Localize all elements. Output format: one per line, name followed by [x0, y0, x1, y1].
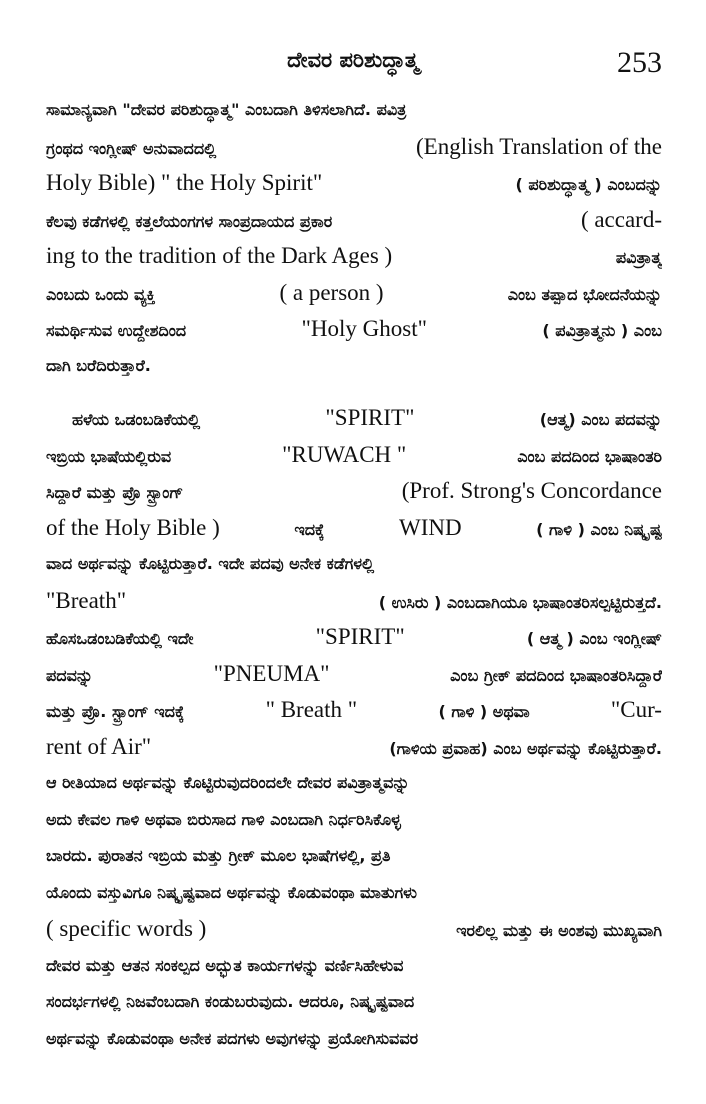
text-line — [46, 400, 662, 437]
kannada-text: ಆ ರೀತಿಯಾದ ಅರ್ಥವನ್ನು ಕೊಟ್ಟಿರುವುದರಿಂದಲೇ ದೇವರ ಪವಿತ್ರಾತ್ಮವನ್ನು — [46, 773, 410, 792]
kannada-text: ಎಂಬ ಗ್ರೀಕ್ ಪದದಿಂದ ಭಾಷಾಂತರಿಸಿದ್ದಾರೆ — [450, 665, 662, 685]
kannada-text: ಎಂಬ ಪದದಿಂದ ಭಾಷಾಂತರಿ — [517, 446, 662, 466]
kannada-text: ಪವಿತ್ರಾತ್ಮ — [615, 248, 662, 267]
english-text: " Breath " — [265, 697, 358, 722]
text-line — [46, 437, 662, 474]
text-line — [46, 619, 662, 656]
kannada-text: ಅದು ಕೇವಲ ಗಾಳಿ ಅಥವಾ ಬಿರುಸಾದ ಗಾಳಿ ಎಂಬದಾಗಿ ನಿರ್ಧರಿಸಿಕೊಳ್ಳ — [46, 809, 401, 829]
kannada-text: ( ಗಾಳಿ ) ಎಂಬ ನಿಷ್ಕೃಷ್ಟ — [536, 519, 662, 539]
text-line — [46, 656, 662, 693]
english-text: ( accard- — [580, 206, 662, 232]
english-text: WIND — [398, 514, 462, 540]
kannada-text: ಮತ್ತು ಪ್ರೊ. ಸ್ಟ್ರಾಂಗ್ ಇದಕ್ಕೆ — [46, 702, 185, 721]
text-line — [46, 802, 662, 839]
kannada-text: ಇದಕ್ಕೆ — [294, 519, 325, 539]
text-line — [46, 729, 662, 766]
page-header — [0, 40, 706, 84]
text-line — [46, 275, 662, 312]
paragraph-2 — [46, 400, 662, 1057]
english-text: ( specific words ) — [46, 916, 207, 941]
kannada-text: ವಾದ ಅರ್ಥವನ್ನು ಕೊಟ್ಟಿರುತ್ತಾರೆ. ಇದೇ ಪದವು ಅನೇಕ ಕಡೆಗಳಲ್ಲಿ — [46, 554, 375, 573]
kannada-text: ಹೊಸಒಡಂಬಡಿಕೆಯಲ್ಲಿ ಇದೇ — [46, 629, 194, 648]
kannada-text: ಪದವನ್ನು — [46, 665, 94, 685]
text-line — [46, 92, 662, 129]
english-text: (Prof. Strong's Concordance — [401, 478, 662, 503]
kannada-text: ಅರ್ಥವನ್ನು ಕೊಡುವಂಥಾ ಅನೇಕ ಪದಗಳು ಅವುಗಳನ್ನು ಪ್ರಯೋಗಿಸುವವರ — [46, 1028, 419, 1048]
english-text: ing to the tradition of the Dark Ages ) — [46, 243, 393, 268]
text-line — [46, 583, 662, 620]
text-line — [46, 838, 662, 875]
english-text: "Holy Ghost" — [301, 316, 428, 341]
text-line — [46, 473, 662, 510]
text-line — [46, 129, 662, 166]
text-line — [46, 202, 662, 239]
english-text: (English Translation of the — [416, 133, 662, 159]
english-text: "Breath" — [46, 587, 127, 613]
text-line — [46, 692, 662, 729]
kannada-text: ( ಪರಿಶುದ್ಧಾತ್ಮ ) ಎಂಬದನ್ನು — [515, 175, 662, 194]
english-text: "SPIRIT" — [325, 405, 415, 430]
english-text: "PNEUMA" — [213, 660, 330, 686]
kannada-text: ( ಉಸಿರು ) ಎಂಬದಾಗಿಯೂ ಭಾಷಾಂತರಿಸಲ್ಪಟ್ಟಿರುತ್ತದೆ. — [378, 592, 662, 612]
text-line — [46, 984, 662, 1021]
kannada-text: ದಾಗಿ ಬರೆದಿರುತ್ತಾರೆ. — [46, 355, 151, 375]
page-number: 253 — [617, 46, 662, 79]
text-line — [46, 1021, 662, 1058]
kannada-text: ( ಆತ್ಮ ) ಎಂಬ ಇಂಗ್ಲೀಷ್ — [526, 629, 662, 648]
kannada-text: ಇಬ್ರಿಯ ಭಾಷೆಯಲ್ಲಿರುವ — [46, 446, 172, 466]
kannada-text: ಎಂಬ ತಪ್ಪಾದ ಭೋದನೆಯನ್ನು — [507, 284, 662, 304]
kannada-text: (ಆತ್ಮ) ಎಂಬ ಪದವನ್ನು — [539, 410, 662, 429]
kannada-text: ಬಾರದು. ಪುರಾತನ ಇಬ್ರಿಯ ಮತ್ತು ಗ್ರೀಕ್ ಮೂಲ ಭಾಷೆಗಳಲ್ಲಿ, ಪ್ರತಿ — [46, 846, 391, 865]
english-text: "SPIRIT" — [315, 624, 405, 649]
text-line — [46, 765, 662, 802]
text-line — [46, 911, 662, 948]
kannada-text: (ಗಾಳಿಯ ಪ್ರವಾಹ) ಎಂಬ ಅರ್ಥವನ್ನು ಕೊಟ್ಟಿರುತ್ತಾರೆ. — [389, 738, 662, 758]
paragraph-1 — [46, 92, 662, 384]
kannada-text: ಸಾಮಾನ್ಯವಾಗಿ "ದೇವರ ಪರಿಶುದ್ಧಾತ್ಮ" ಎಂಬದಾಗಿ ತಿಳಿಸಲಾಗಿದೆ. ಪವಿತ್ರ — [46, 100, 407, 119]
english-text: Holy Bible) " the Holy Spirit" — [46, 170, 323, 195]
kannada-text: ಸಿದ್ದಾರೆ ಮತ್ತು ಪ್ರೊ ಸ್ಟ್ರಾಂಗ್ — [46, 483, 184, 502]
text-line — [46, 875, 662, 912]
english-text: "Cur- — [610, 697, 662, 722]
text-line — [46, 948, 662, 985]
english-text: ( a person ) — [279, 279, 384, 305]
kannada-text: ಇರಲಿಲ್ಲ ಮತ್ತು ಈ ಅಂಶವು ಮುಖ್ಯವಾಗಿ — [456, 921, 662, 940]
text-line — [46, 510, 662, 547]
text-line — [46, 348, 662, 385]
kannada-text: ಗ್ರಂಥದ ಇಂಗ್ಲೀಷ್ ಅನುವಾದದಲ್ಲಿ — [46, 138, 217, 158]
text-line — [46, 311, 662, 348]
english-text: "RUWACH " — [282, 441, 407, 467]
kannada-text: ( ಪವಿತ್ರಾತ್ಮನು ) ಎಂಬ — [542, 321, 662, 340]
kannada-text: ಹಳೆಯ ಒಡಂಬಡಿಕೆಯಲ್ಲಿ — [72, 410, 201, 429]
kannada-text: ( ಗಾಳಿ ) ಅಥವಾ — [438, 702, 530, 721]
english-text: rent of Air" — [46, 733, 152, 759]
text-line — [46, 238, 662, 275]
text-line — [46, 165, 662, 202]
kannada-text: ಎಂಬದು ಒಂದು ವ್ಯಕ್ತಿ — [46, 284, 156, 304]
kannada-text: ದೇವರ ಮತ್ತು ಆತನ ಸಂಕಲ್ಪದ ಅದ್ಭುತ ಕಾರ್ಯಗಳನ್ನು ವರ್ಣಿಸಿಹೇಳುವ — [46, 955, 404, 975]
running-title: ದೇವರ ಪರಿಶುದ್ಧಾತ್ಮ — [287, 48, 419, 72]
kannada-text: ಕೆಲವು ಕಡೆಗಳಲ್ಲಿ ಕತ್ತಲೆಯಂಗಗಳ ಸಾಂಪ್ರದಾಯದ ಪ್ರಕಾರ — [46, 211, 333, 231]
text-line — [46, 546, 662, 583]
english-text: of the Holy Bible ) — [46, 514, 220, 540]
kannada-text: ಸಂದರ್ಭಗಳಲ್ಲಿ ನಿಜವೆಂಬದಾಗಿ ಕಂಡುಬರುವುದು. ಆದರೂ, ನಿಷ್ಕೃಷ್ಟವಾದ — [46, 992, 415, 1011]
kannada-text: ಯೊಂದು ವಸ್ತುವಿಗೂ ನಿಷ್ಕೃಷ್ಟವಾದ ಅರ್ಥವನ್ನು ಕೊಡುವಂಥಾ ಮಾತುಗಳು — [46, 882, 417, 902]
kannada-text: ಸಮರ್ಥಿಸುವ ಉದ್ದೇಶದಿಂದ — [46, 321, 187, 340]
